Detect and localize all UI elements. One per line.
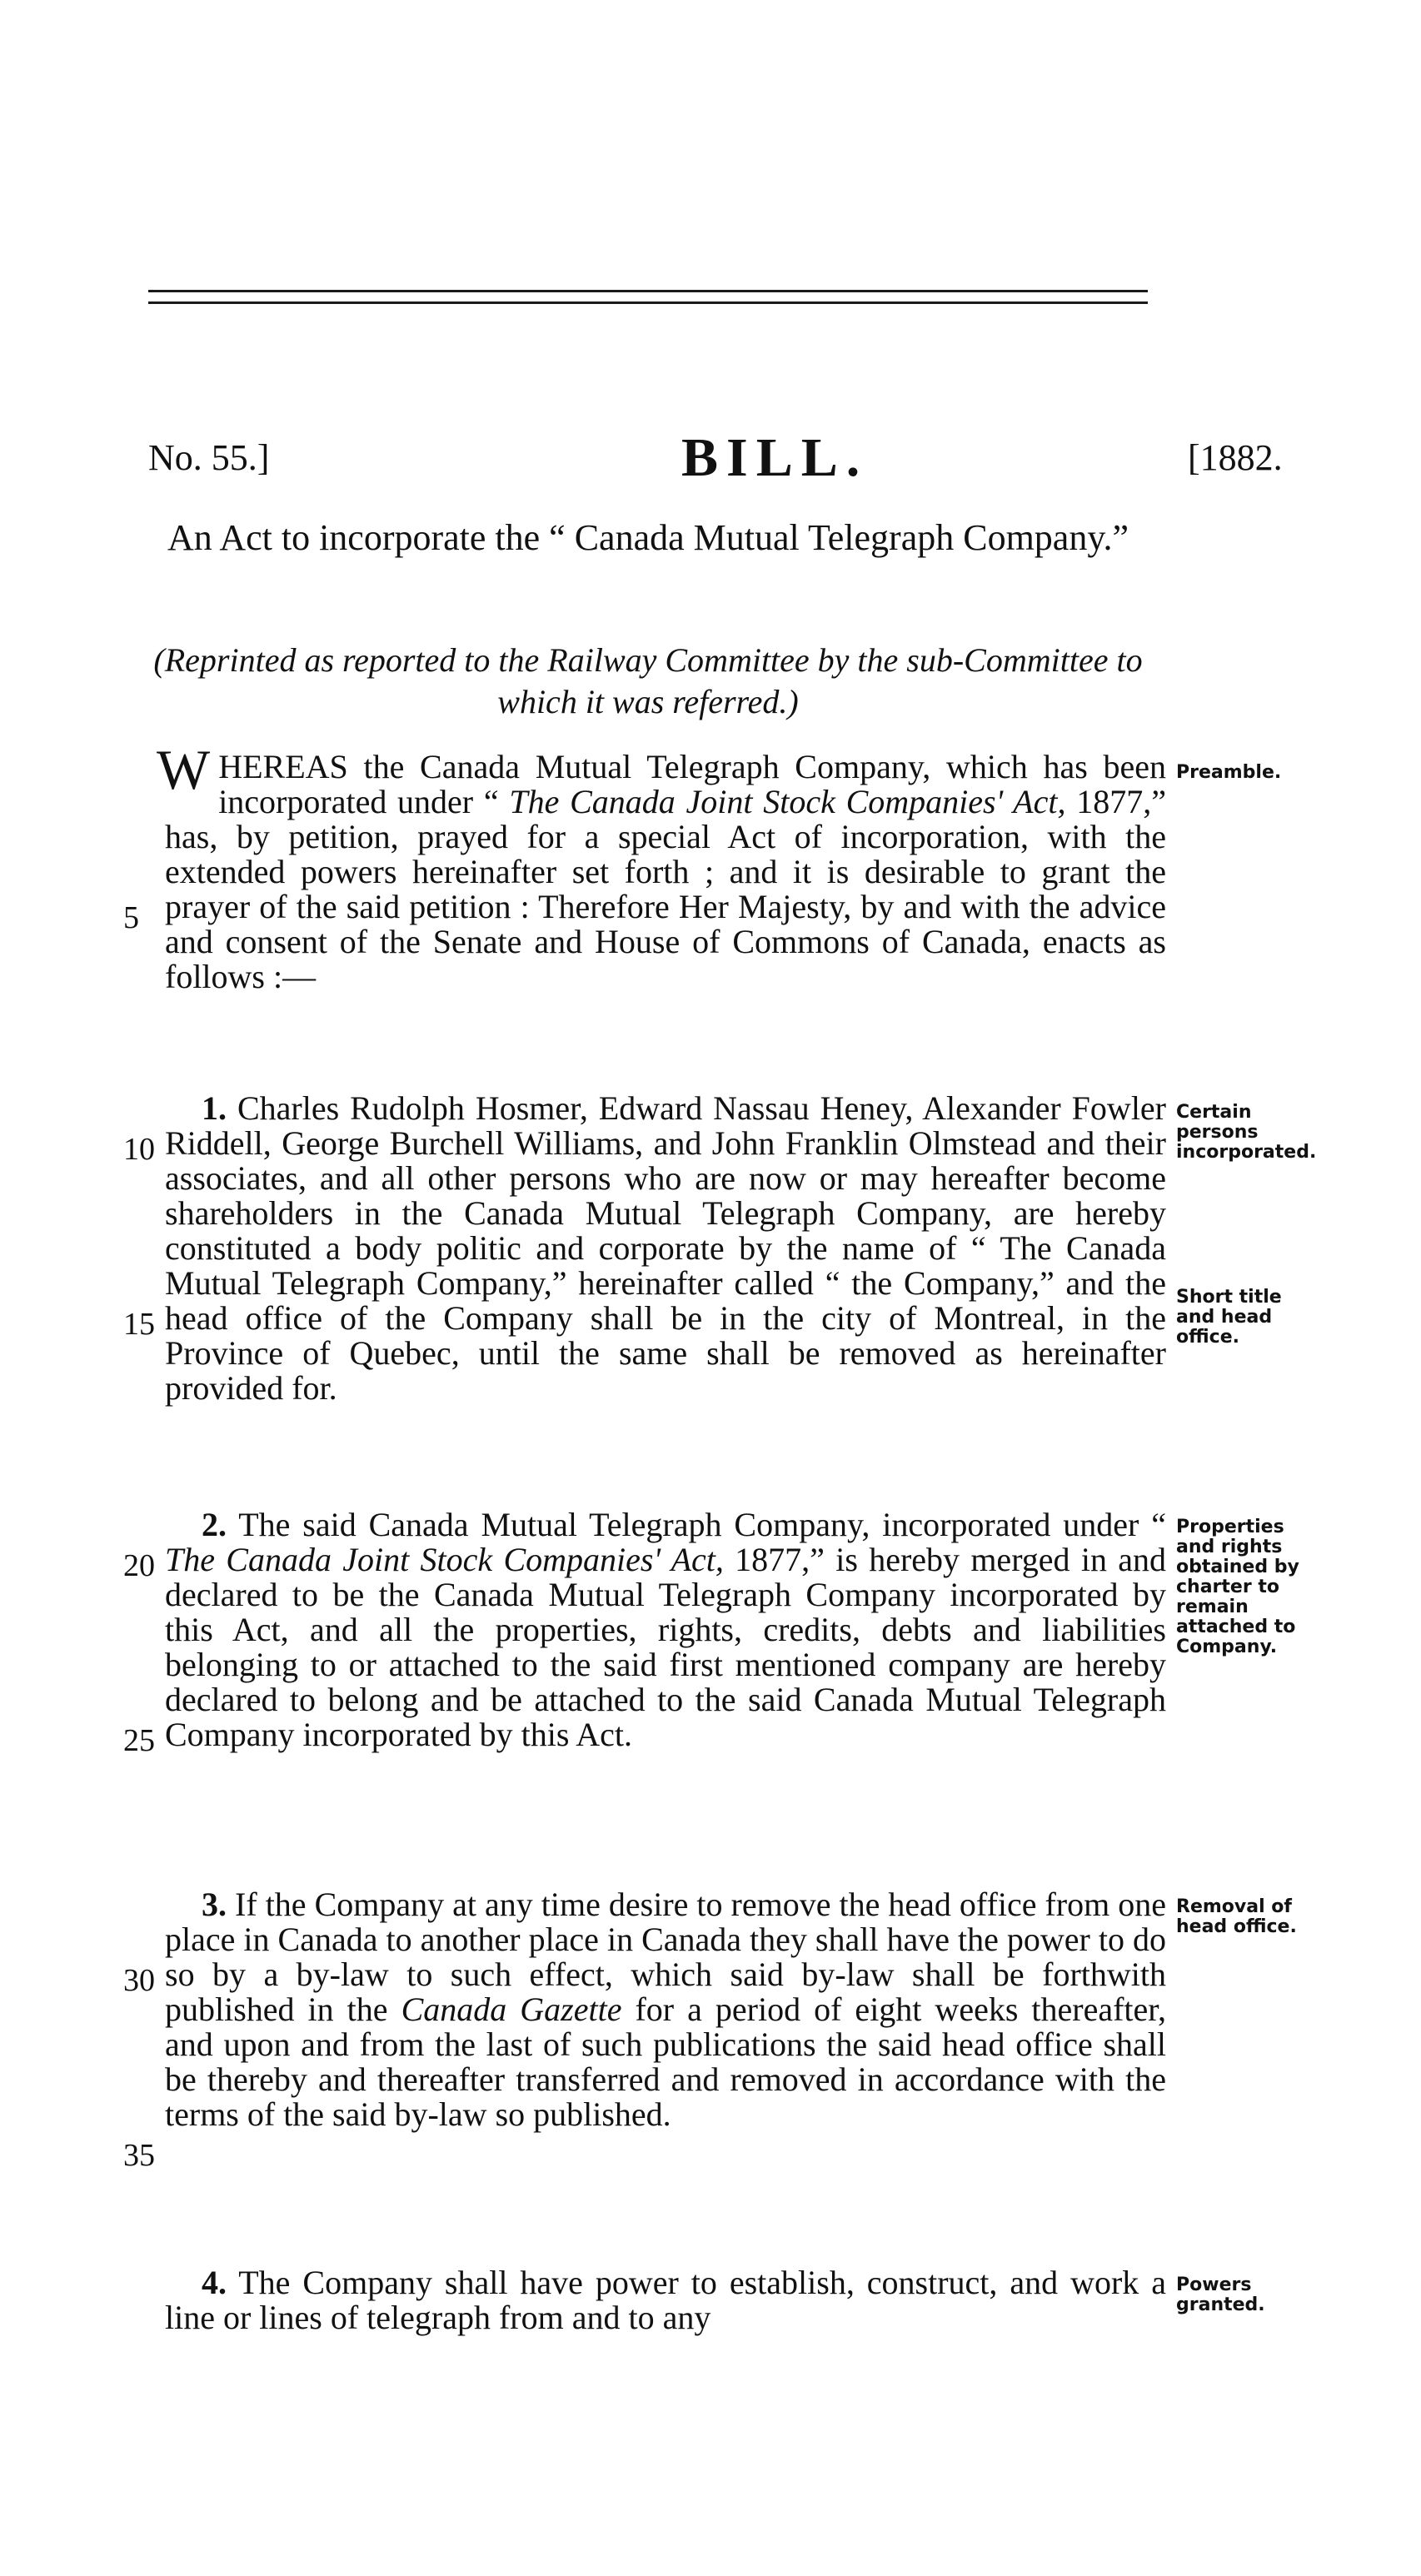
section-text-a: The said Canada Mutual Telegraph Company, incorporated under “	[238, 1506, 1166, 1543]
line-number: 30	[123, 1963, 155, 1998]
line-number: 10	[123, 1132, 155, 1167]
section-act-name: The Canada Joint Stock Companies' Act,	[165, 1541, 724, 1578]
section-text: The Company shall have power to establish, construct, and work a line or lines of telegraph from and to any	[165, 2264, 1167, 2336]
reprint-note: (Reprinted as reported to the Railway Committee by the sub-Committee to which it was referred.)	[153, 641, 1143, 720]
section-text-b: for a period of eight weeks thereafter, and upon and from the last of such publications the said head office shall be thereby and thereafter transferred and removed in accordance with the terms of the said by-law so published.	[165, 1991, 1167, 2133]
bill-number: No. 55.]	[148, 437, 270, 478]
line-number: 25	[123, 1723, 155, 1758]
marginal-note-short-title: Short title and head office.	[1176, 1287, 1282, 1348]
line-number: 5	[123, 900, 139, 935]
bill-title: An Act to incorporate the “ Canada Mutual Telegraph Company.”	[167, 517, 1129, 558]
section-number: 3.	[202, 1886, 227, 1923]
bill-year: [1882.	[1188, 437, 1283, 478]
section-3	[165, 1887, 1166, 2132]
section-number: 2.	[202, 1506, 227, 1543]
section-text-b: 1877,” is hereby merged in and declared to be the Canada Mutual Telegraph Company incorporated by this Act, and all the properties, rights, credits, debts and liabilities belonging to or attached to the said first mentioned company are hereby declared to belong and be attached to the said Canada Mutual Telegraph Company incorporated by this Act.	[165, 1541, 1166, 1753]
section-2	[165, 1507, 1166, 1752]
preamble	[157, 738, 1166, 995]
marginal-note-removal: Removal of head office.	[1176, 1896, 1297, 1937]
preamble-text-a: HEREAS the Canada Mutual Telegraph Company, which has been incorporated under “	[218, 748, 1166, 820]
top-rule-2	[148, 301, 1148, 304]
section-text-a: If the Company at any time desire to remove the head office from one place in Canada to another place in Canada they shall have the power to do so by a by-law to such effect, which said by-law shall be forthwith published in the	[165, 1886, 1167, 2028]
marginal-note-preamble: Preamble.	[1176, 762, 1282, 783]
section-text: Charles Rudolph Hosmer, Edward Nassau Heney, Alexander Fowler Riddell, George Burchell Williams, and John Franklin Olmstead and their associates, and all other persons who are now or may hereafter become shareholders in the Canada Mutual Telegraph Company, are hereby constituted a body politic and corporate by the name of “ The Canada Mutual Telegraph Company,” hereinafter called “ the Company,” and the head office of the Company shall be in the city of Montreal, in the Province of Quebec, until the same shall be removed as hereinafter provided for.	[165, 1089, 1167, 1407]
preamble-text-b: 1877,” has, by petition, prayed for a special Act of incorporation, with the extended powers hereinafter set forth ; and it is desirable to grant the prayer of the said petition : Therefore Her Majesty, by and with the advice and consent of the Senate and House of Commons of Canada, enacts as follows :—	[165, 783, 1166, 995]
marginal-note-incorporation: Certain persons incorporated.	[1176, 1102, 1317, 1163]
preamble-act-name: The Canada Joint Stock Companies' Act,	[509, 783, 1066, 820]
gazette-name: Canada Gazette	[401, 1991, 622, 2028]
line-number: 15	[123, 1307, 155, 1342]
line-number: 35	[123, 2138, 155, 2173]
top-rule	[148, 290, 1148, 292]
section-number: 1.	[202, 1089, 227, 1127]
section-4	[165, 2265, 1166, 2335]
section-number: 4.	[202, 2264, 227, 2301]
section-1	[165, 1091, 1166, 1406]
bill-heading: BILL.	[681, 427, 869, 488]
bill-header	[148, 426, 1283, 493]
marginal-note-properties: Properties and rights obtained by charter to remain attached to Company.	[1176, 1517, 1299, 1657]
marginal-note-powers: Powers granted.	[1176, 2275, 1265, 2315]
line-number: 20	[123, 1548, 155, 1583]
drop-cap: W	[157, 738, 211, 801]
